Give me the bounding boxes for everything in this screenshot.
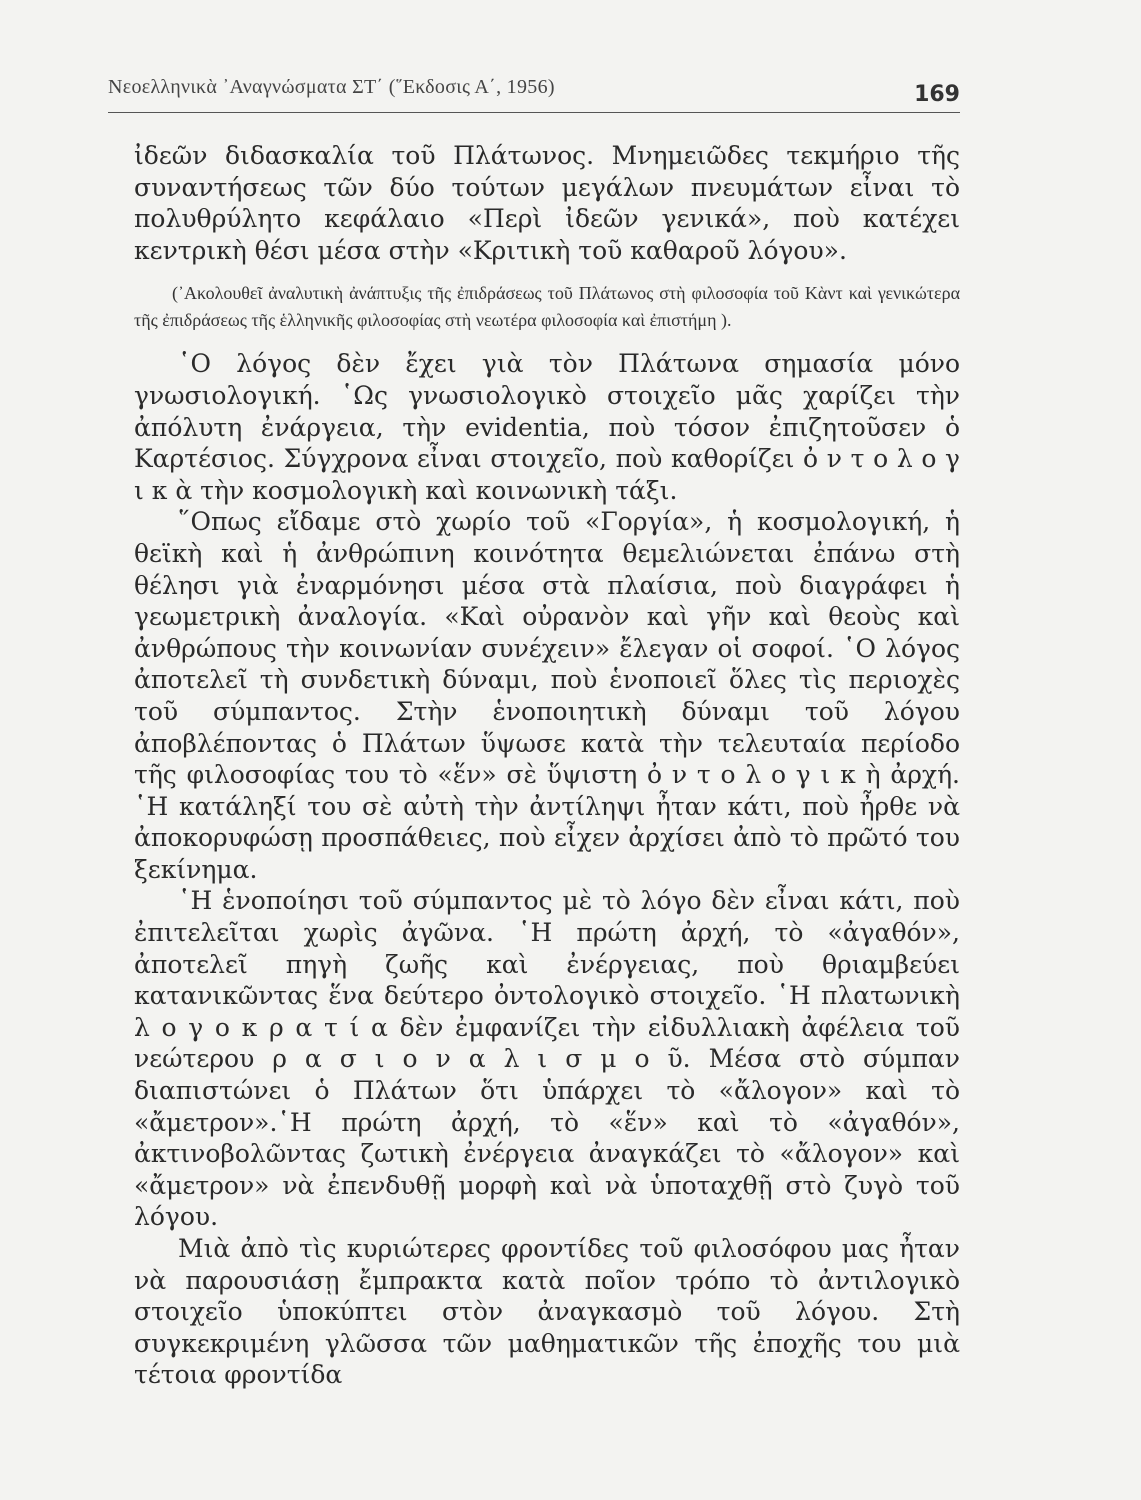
running-header (108, 68, 960, 113)
page-body (134, 140, 960, 1391)
paragraph: Μιὰ ἀπὸ τὶς κυριώτερες φροντίδες τοῦ φιλοσόφου μας ἦταν νὰ παρουσιάσῃ ἔμπρακτα κατὰ ποῖον τρόπο τὸ ἀντιλογικὸ στοιχεῖο ὑποκύπτει στὸν ἀναγκασμὸ τοῦ λόγου. Στὴ συγκεκριμένη γλῶσσα τῶν μαθηματικῶν τῆς ἐποχῆς του μιὰ τέτοια φροντίδα (134, 1234, 960, 1390)
paragraph: ῾Ο λόγος δὲν ἔχει γιὰ τὸν Πλάτωνα σημασία μόνο γνωσιολογική. ῾Ως γνωσιολογικὸ στοιχεῖο μᾶς χαρίζει τὴν ἀπόλυτη ἐνάργεια, τὴν evidentia, ποὺ τόσον ἐπιζητοῦσεν ὁ Καρτέσιος. Σύγχρονα εἶναι στοιχεῖο, ποὺ καθορίζει ὀ ν τ ο λ ο γ ι κ ὰ τὴν κοσμολογικὴ καὶ κοινωνικὴ τάξι. (134, 349, 960, 505)
paragraph-continued: ἰδεῶν διδασκαλία τοῦ Πλάτωνος. Μνημειῶδες τεκμήριο τῆς συναντήσεως τῶν δύο τούτων μεγάλων πνευμάτων εἶναι τὸ πολυθρύλητο κεφάλαιο «Περὶ ἰδεῶν γενικά», ποὺ κατέχει κεντρικὴ θέσι μέσα στὴν «Κριτικὴ τοῦ καθαροῦ λόγου». (134, 141, 960, 265)
paragraph: ῞Οπως εἴδαμε στὸ χωρίο τοῦ «Γοργία», ἡ κοσμολογική, ἡ θεϊκὴ καὶ ἡ ἀνθρώπινη κοινότητα θεμελιώνεται ἐπάνω στὴ θέλησι γιὰ ἐναρμόνησι μέσα στὰ πλαίσια, ποὺ διαγράφει ἡ γεωμετρικὴ ἀναλογία. «Καὶ οὐρανὸν καὶ γῆν καὶ θεοὺς καὶ ἀνθρώπους τὴν κοινωνίαν συνέχειν» ἔλεγαν οἱ σοφοί. ῾Ο λόγος ἀποτελεῖ τὴ συνδετικὴ δύναμι, ποὺ ἑνοποιεῖ ὅλες τὶς περιοχὲς τοῦ σύμπαντος. Στὴν ἑνοποιητικὴ δύναμι τοῦ λόγου ἀποβλέποντας ὁ Πλάτων ὕψωσε κατὰ τὴν τελευταία περίοδο τῆς φιλοσοφίας του τὸ «ἕν» σὲ ὕψιστη ὀ ν τ ο λ ο γ ι κ ὴ ἀρχή. ῾Η κατάληξί του σὲ αὐτὴ τὴν ἀντίληψι ἦταν κάτι, ποὺ ἦρθε νὰ ἀποκορυφώσῃ προσπάθειες, ποὺ εἶχεν ἀρχίσει ἀπὸ τὸ πρῶτό του ξεκίνημα. (134, 507, 960, 884)
page-number: 169 (914, 82, 960, 107)
editorial-note: (᾿Ακολουθεῖ ἀναλυτικὴ ἀνάπτυξις τῆς ἐπιδράσεως τοῦ Πλάτωνος στὴ φιλοσοφία τοῦ Κὰντ καὶ γενικώτερα τῆς ἐπιδράσεως τῆς ἑλληνικῆς φιλοσοφίας στὴ νεωτέρα φιλοσοφία καὶ ἐπιστήμη ). (134, 283, 960, 331)
paragraph: ῾Η ἑνοποίησι τοῦ σύμπαντος μὲ τὸ λόγο δὲν εἶναι κάτι, ποὺ ἐπιτελεῖται χωρὶς ἀγῶνα. ῾Η πρώτη ἀρχή, τὸ «ἀγαθόν», ἀποτελεῖ πηγὴ ζωῆς καὶ ἐνέργειας, ποὺ θριαμβεύει κατανικῶντας ἕνα δεύτερο ὀντολογικὸ στοιχεῖο. ῾Η πλατωνικὴ λ ο γ ο κ ρ α τ ί α δὲν ἐμφανίζει τὴν εἰδυλλιακὴ ἀφέλεια τοῦ νεώτερου ρ α σ ι ο ν α λ ι σ μ ο ῦ. Μέσα στὸ σύμπαν διαπιστώνει ὁ Πλάτων ὅτι ὑπάρχει τὸ «ἄλογον» καὶ τὸ «ἄμετρον».῾Η πρώτη ἀρχή, τὸ «ἕν» καὶ τὸ «ἀγαθόν», ἀκτινοβολῶντας ζωτικὴ ἐνέργεια ἀναγκάζει τὸ «ἄλογον» καὶ «ἄμετρον» νὰ ἐπενδυθῇ μορφὴ καὶ νὰ ὑποταχθῇ στὸ ζυγὸ τοῦ λόγου. (134, 886, 960, 1232)
book-title: Νεοελληνικὰ ᾿Αναγνώσματα ΣΤ΄ (῞Εκδοσις Α΄, 1956) (108, 76, 555, 98)
